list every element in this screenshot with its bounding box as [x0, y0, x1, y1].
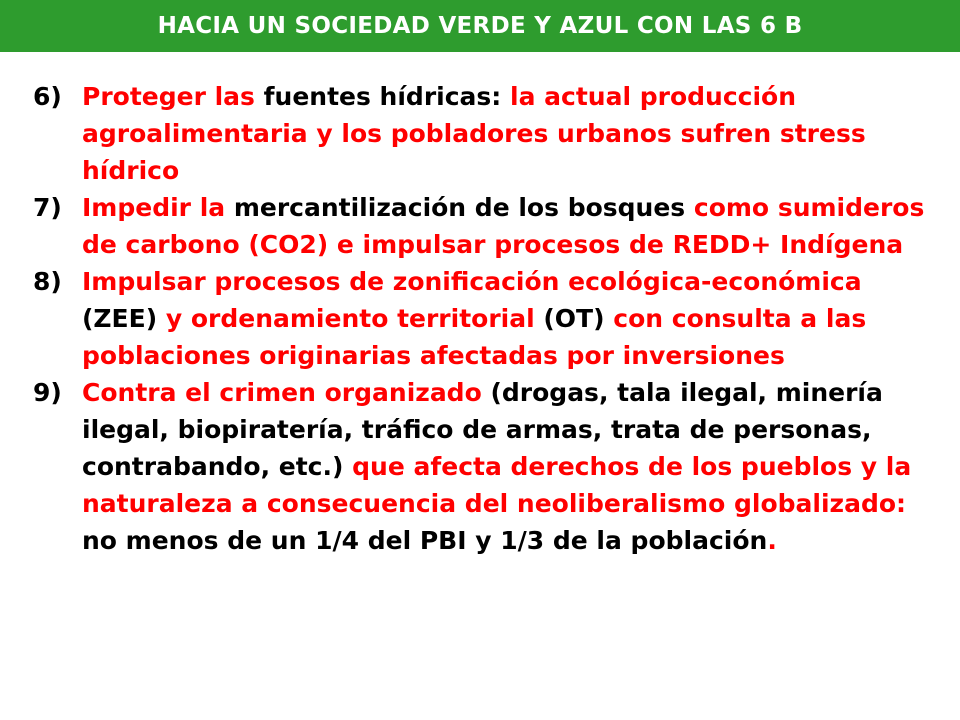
item-number: 9) — [33, 378, 62, 407]
numbered-list — [33, 78, 933, 559]
title-banner — [0, 0, 960, 52]
text-segment: y ordenamiento territorial — [157, 304, 544, 333]
list-item — [33, 263, 933, 374]
list-item — [33, 189, 933, 263]
text-segment: Impedir la — [82, 193, 234, 222]
item-text — [82, 374, 927, 559]
text-segment: (drogas, tala ilegal, minería ilegal, biopiratería, tráfico de armas, trata de personas, contrabando, etc.) — [82, 378, 883, 481]
item-number: 6) — [33, 82, 62, 111]
text-segment: que afecta derechos de los pueblos y la naturaleza a consecuencia del neoliberalismo globalizado: — [82, 452, 912, 518]
text-segment: como sumideros de carbono (CO2) e impulsar procesos de REDD+ Indígena — [82, 193, 925, 259]
text-segment: la actual producción agroalimentaria y los pobladores urbanos sufren stress hídrico — [82, 82, 866, 185]
item-text — [82, 263, 927, 374]
item-text — [82, 78, 927, 189]
item-number: 8) — [33, 267, 62, 296]
text-segment: Contra el crimen organizado — [82, 378, 491, 407]
text-segment: Proteger las — [82, 82, 264, 111]
item-text — [82, 189, 927, 263]
text-segment: mercantilización de los bosques — [233, 193, 686, 222]
text-segment: con consulta a las poblaciones originarias afectadas por inversiones — [82, 304, 867, 370]
text-segment: fuentes hídricas: — [263, 82, 502, 111]
list-item — [33, 374, 933, 559]
text-segment: Impulsar procesos de zonificación ecológica-económica — [82, 267, 862, 296]
item-number: 7) — [33, 193, 62, 222]
text-segment: (OT) — [543, 304, 605, 333]
text-segment: . — [767, 526, 777, 555]
page-title: HACIA UN SOCIEDAD VERDE Y AZUL CON LAS 6 B — [157, 13, 803, 39]
text-segment: no menos de un 1/4 del PBI y 1/3 de la población — [82, 526, 768, 555]
list-item — [33, 78, 933, 189]
text-segment: (ZEE) — [82, 304, 158, 333]
